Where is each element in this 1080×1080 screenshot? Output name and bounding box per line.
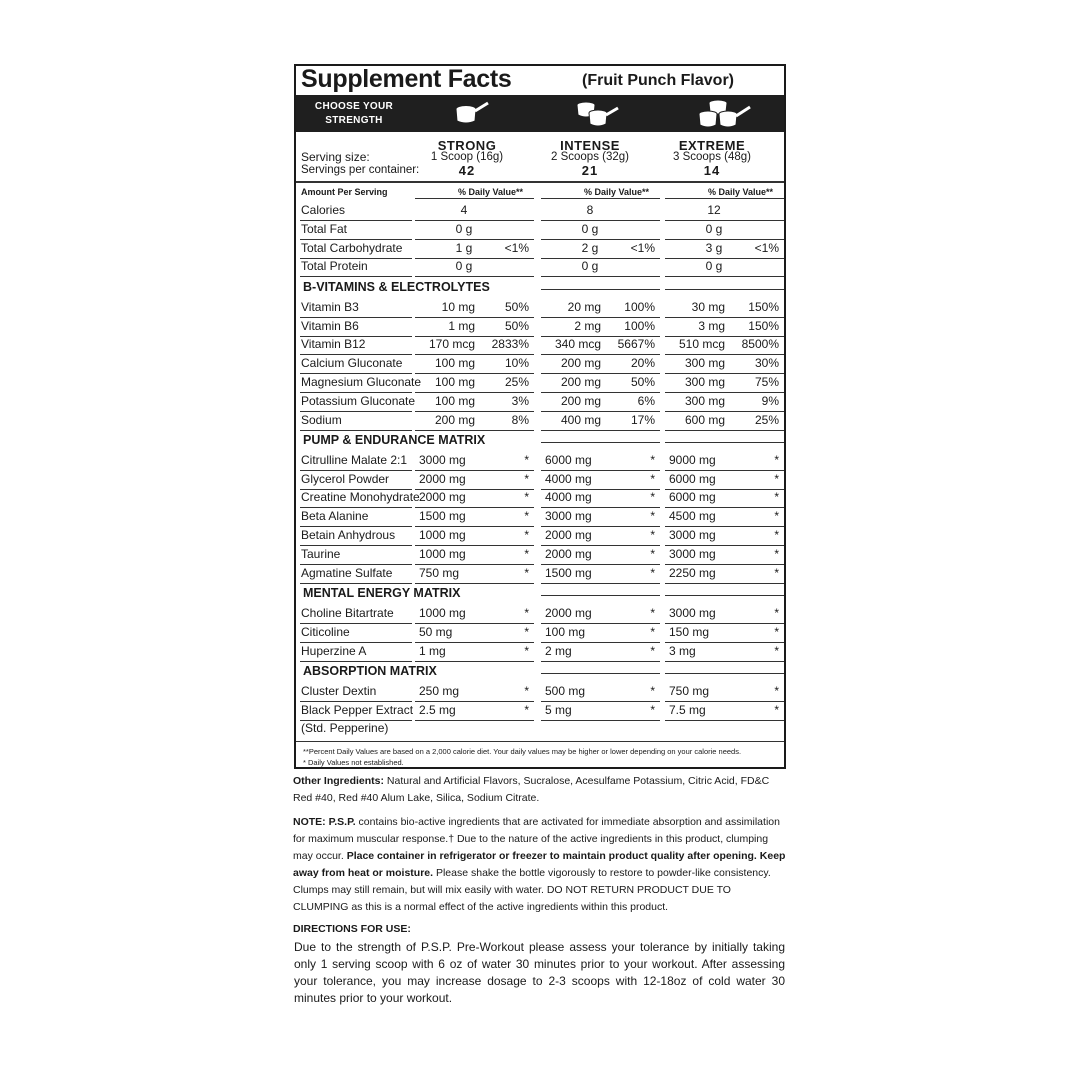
daily-value: * [650,683,655,698]
nutrient-name: Potassium Gluconate [301,393,416,408]
daily-value: * [524,683,529,698]
daily-value: * [524,528,529,542]
amount-value: 4000 mg [545,471,592,486]
row-divider [300,661,412,662]
column-servings-count: 14 [703,163,721,178]
amount-value: 12 [707,203,721,217]
amount-value: 1000 mg [419,605,466,620]
amount-value: 2000 mg [545,605,592,620]
daily-value: * [524,702,529,717]
daily-value: * [650,565,655,580]
section-rule [541,595,660,596]
note-text-2: Please shake the bottle vigorously to restore to powder-like consistency. Clumps may still remain, but will mix easily with water. DO NOT RETURN PRODUCT DUE TO CLUMPING as this is a normal effect of the active ingredients within this product. [293,867,771,913]
strength-bar [296,95,784,132]
daily-value: 50% [504,299,529,314]
amount-value: 0 g [581,221,599,236]
amount-value: 2000 mg [545,528,592,542]
nutrient-name: Calories [301,203,346,217]
section-title: B-VITAMINS & ELECTROLYTES [303,280,490,295]
amount-value: 200 mg [560,393,601,408]
note-label: NOTE: P.S.P. [293,816,356,828]
nutrient-name: Calcium Gluconate [301,356,403,371]
footnote-not-established: * Daily Values not established. [303,758,404,767]
supplement-facts-panel [294,64,786,769]
daily-value: * [774,528,779,542]
amount-per-serving-label: Amount Per Serving [301,187,388,197]
amount-value: 3000 mg [669,605,716,620]
other-ingredients-label: Other Ingredients: [293,775,385,787]
daily-value: * [650,452,655,467]
daily-value: 30% [754,356,779,371]
section-rule [665,673,784,674]
daily-value: 50% [504,318,529,333]
daily-value: * [650,490,655,505]
section-rule [665,595,784,596]
amount-value: 3000 mg [669,528,716,542]
amount-value: 2000 mg [545,546,592,561]
directions-text: Due to the strength of P.S.P. Pre-Workout please assess your tolerance by initially taking only 1 serving scoop with 6 oz of water 30 minutes prior to your workout. After assessing your tolerance, you may increase dosage to 2-3 scoops with 12-18oz of cold water 30 minutes prior to your workout. [294,940,785,1005]
nutrient-name: Vitamin B3 [301,299,359,314]
nutrient-name: Citicoline [301,624,350,639]
flavor-label: (Fruit Punch Flavor) [582,72,734,89]
daily-value: 75% [754,374,779,389]
daily-value: 17% [630,412,655,427]
nutrient-name: Total Protein [301,259,368,274]
nutrient-name: Black Pepper Extract [301,702,414,717]
amount-value: 100 mg [434,374,475,389]
section-rule [541,442,660,443]
section-rule [541,289,660,290]
amount-value: 300 mg [684,374,725,389]
row-divider [665,661,784,662]
daily-value: * [774,452,779,467]
daily-value: * [524,624,529,639]
daily-value: * [650,702,655,717]
daily-value: * [650,471,655,486]
amount-value: 400 mg [560,412,601,427]
daily-value: * [774,624,779,639]
nutrient-name: Betain Anhydrous [301,528,396,542]
amount-value: 100 mg [434,356,475,371]
nutrient-name: Citrulline Malate 2:1 [301,452,408,467]
daily-value: * [650,643,655,658]
column-divider [415,198,534,199]
row-divider [541,720,660,721]
row-divider [665,430,784,431]
nutrient-name: Vitamin B12 [301,337,366,352]
nutrient-name: Vitamin B6 [301,318,359,333]
nutrient-name: Sodium [301,412,342,427]
nutrient-name: Total Fat [301,221,348,236]
nutrient-name-sub: (Std. Pepperine) [301,721,389,736]
row-divider [415,720,534,721]
note-text-1: contains bio-active ingredients that are activated for immediate absorption and assimilation for maximum muscular response.† Due to the nature of the active ingredients in this product, clumping may occur. [293,816,780,862]
daily-value: * [524,546,529,561]
amount-value: 8 [586,203,594,217]
nutrient-name: Taurine [301,546,341,561]
amount-value: 750 mg [419,565,460,580]
row-divider [541,430,660,431]
amount-value: 0 g [705,221,723,236]
row-divider [300,430,412,431]
amount-value: 0 g [455,259,473,274]
daily-value: 25% [504,374,529,389]
column-divider [541,198,660,199]
amount-value: 200 mg [560,356,601,371]
amount-value: 20 mg [567,299,601,314]
daily-value: * [774,605,779,620]
row-divider [415,276,534,277]
daily-value: * [774,702,779,717]
amount-value: 340 mcg [554,337,601,352]
row-divider [541,583,660,584]
three-scoops-icon [694,97,756,132]
column-serving-size: 3 Scoops (48g) [673,151,751,163]
daily-value: 25% [754,412,779,427]
column-serving-size: 2 Scoops (32g) [551,151,629,163]
daily-value: 150% [748,318,779,333]
nutrient-name: Choline Bitartrate [301,605,394,620]
column-name-intense: INTENSE [560,138,620,153]
note-paragraph [293,814,786,916]
amount-value: 4 [460,203,468,217]
amount-value: 50 mg [419,624,453,639]
panel-title: Supplement Facts [301,65,512,93]
amount-value: 6000 mg [669,471,716,486]
nutrient-name: Creatine Monohydrate [301,490,420,505]
amount-value: 3 mg [669,643,696,658]
daily-value: <1% [504,240,529,255]
daily-value: 150% [748,299,779,314]
row-divider [665,720,784,721]
column-servings-count: 21 [581,163,599,178]
servings-per-container-label: Servings per container: [301,164,420,176]
amount-value: 2 mg [545,643,572,658]
amount-value: 2000 mg [419,490,466,505]
daily-value: * [524,605,529,620]
amount-value: 0 g [581,259,599,274]
daily-value: * [524,509,529,524]
amount-value: 3 mg [698,318,725,333]
dv-header: % Daily Value** [584,187,650,197]
amount-value: 1000 mg [419,546,466,561]
amount-value: 10 mg [441,299,475,314]
daily-value: * [774,643,779,658]
amount-value: 1 mg [419,643,446,658]
column-name-extreme: EXTREME [678,138,746,153]
amount-value: 7.5 mg [669,702,706,717]
daily-value: * [524,643,529,658]
other-ingredients-text: Natural and Artificial Flavors, Sucralose, Acesulfame Potassium, Citric Acid, FD&C Red #40, Red #40 Alum Lake, Silica, Sodium Citrate. [293,775,770,804]
nutrient-name: Total Carbohydrate [301,240,403,255]
amount-value: 1 mg [448,318,475,333]
other-ingredients [293,773,786,807]
daily-value: 3% [511,393,529,408]
amount-value: 750 mg [669,683,710,698]
section-rule [541,673,660,674]
amount-value: 2 g [581,240,599,255]
section-title: PUMP & ENDURANCE MATRIX [303,433,486,448]
daily-value: 20% [630,356,655,371]
amount-value: 600 mg [684,412,725,427]
amount-value: 200 mg [560,374,601,389]
amount-value: 2000 mg [419,471,466,486]
two-scoops-icon [572,97,622,131]
amount-value: 1 g [455,240,473,255]
nutrient-name: Cluster Dextin [301,683,377,698]
daily-value: 10% [504,356,529,371]
daily-value: * [524,471,529,486]
nutrient-name: Glycerol Powder [301,471,390,486]
daily-value: * [524,565,529,580]
section-title: ABSORPTION MATRIX [303,664,437,679]
scoop-icon [452,97,492,129]
daily-value: 9% [761,393,779,408]
amount-value: 3000 mg [419,452,466,467]
daily-value: * [774,490,779,505]
amount-value: 500 mg [545,683,586,698]
daily-value: * [524,490,529,505]
row-divider [541,661,660,662]
row-divider [300,583,412,584]
daily-value: 50% [630,374,655,389]
header-divider [296,181,784,183]
amount-value: 2250 mg [669,565,716,580]
amount-value: 1000 mg [419,528,466,542]
amount-value: 100 mg [545,624,586,639]
daily-value: * [774,509,779,524]
amount-value: 6000 mg [545,452,592,467]
amount-value: 300 mg [684,356,725,371]
amount-value: 200 mg [434,412,475,427]
daily-value: * [774,546,779,561]
daily-value: * [650,624,655,639]
amount-value: 3000 mg [545,509,592,524]
choose-strength-label: CHOOSE YOUR STRENGTH [314,101,394,126]
daily-value: 100% [624,299,655,314]
section-title: MENTAL ENERGY MATRIX [303,586,461,601]
dv-header: % Daily Value** [458,187,524,197]
daily-value: * [774,565,779,580]
nutrient-name: Beta Alanine [301,509,369,524]
row-divider [415,583,534,584]
amount-value: 4500 mg [669,509,716,524]
amount-value: 0 g [705,259,723,274]
amount-value: 1500 mg [419,509,466,524]
amount-value: 170 mcg [428,337,475,352]
footnote-daily-values: **Percent Daily Values are based on a 2,000 calorie diet. Your daily values may be higher or lower depending on your calorie needs. [303,747,742,756]
amount-value: 100 mg [434,393,475,408]
column-name-strong: STRONG [437,138,497,153]
amount-value: 510 mcg [678,337,725,352]
directions-label: DIRECTIONS FOR USE: [293,923,411,935]
daily-value: * [650,605,655,620]
serving-size-label: Serving size: [301,150,370,164]
amount-value: 2.5 mg [419,702,456,717]
nutrient-name: Magnesium Gluconate [301,374,422,389]
amount-value: 6000 mg [669,490,716,505]
daily-value: * [650,546,655,561]
row-divider [415,430,534,431]
daily-value: * [650,509,655,524]
daily-value: * [774,471,779,486]
daily-value: 8500% [741,337,779,352]
row-divider [415,661,534,662]
amount-value: 1500 mg [545,565,592,580]
daily-value: <1% [630,240,655,255]
row-divider [300,276,412,277]
dv-header: % Daily Value** [708,187,774,197]
note-storage-warning: Place container in refrigerator or freezer to maintain product quality after opening. Keep away from heat or moisture. [293,850,786,879]
row-divider [665,583,784,584]
section-rule [665,442,784,443]
amount-value: 0 g [455,221,473,236]
amount-value: 250 mg [419,683,460,698]
daily-value: * [650,528,655,542]
amount-value: 3000 mg [669,546,716,561]
amount-value: 4000 mg [545,490,592,505]
nutrient-name: Agmatine Sulfate [301,565,393,580]
amount-value: 9000 mg [669,452,716,467]
amount-value: 300 mg [684,393,725,408]
amount-value: 3 g [705,240,723,255]
row-divider [665,276,784,277]
daily-value: 8% [511,412,529,427]
amount-value: 2 mg [574,318,601,333]
column-serving-size: 1 Scoop (16g) [430,151,504,163]
daily-value: * [774,683,779,698]
amount-value: 150 mg [669,624,710,639]
amount-value: 30 mg [691,299,725,314]
daily-value: 6% [637,393,655,408]
daily-value: <1% [754,240,779,255]
daily-value: 2833% [491,337,529,352]
daily-value: 5667% [617,337,655,352]
section-rule [665,289,784,290]
row-divider [541,276,660,277]
footnote-divider [296,741,784,742]
nutrient-name: Huperzine A [301,643,367,658]
column-servings-count: 42 [458,163,476,178]
amount-value: 5 mg [545,702,572,717]
column-divider [665,198,784,199]
daily-value: * [524,452,529,467]
daily-value: 100% [624,318,655,333]
